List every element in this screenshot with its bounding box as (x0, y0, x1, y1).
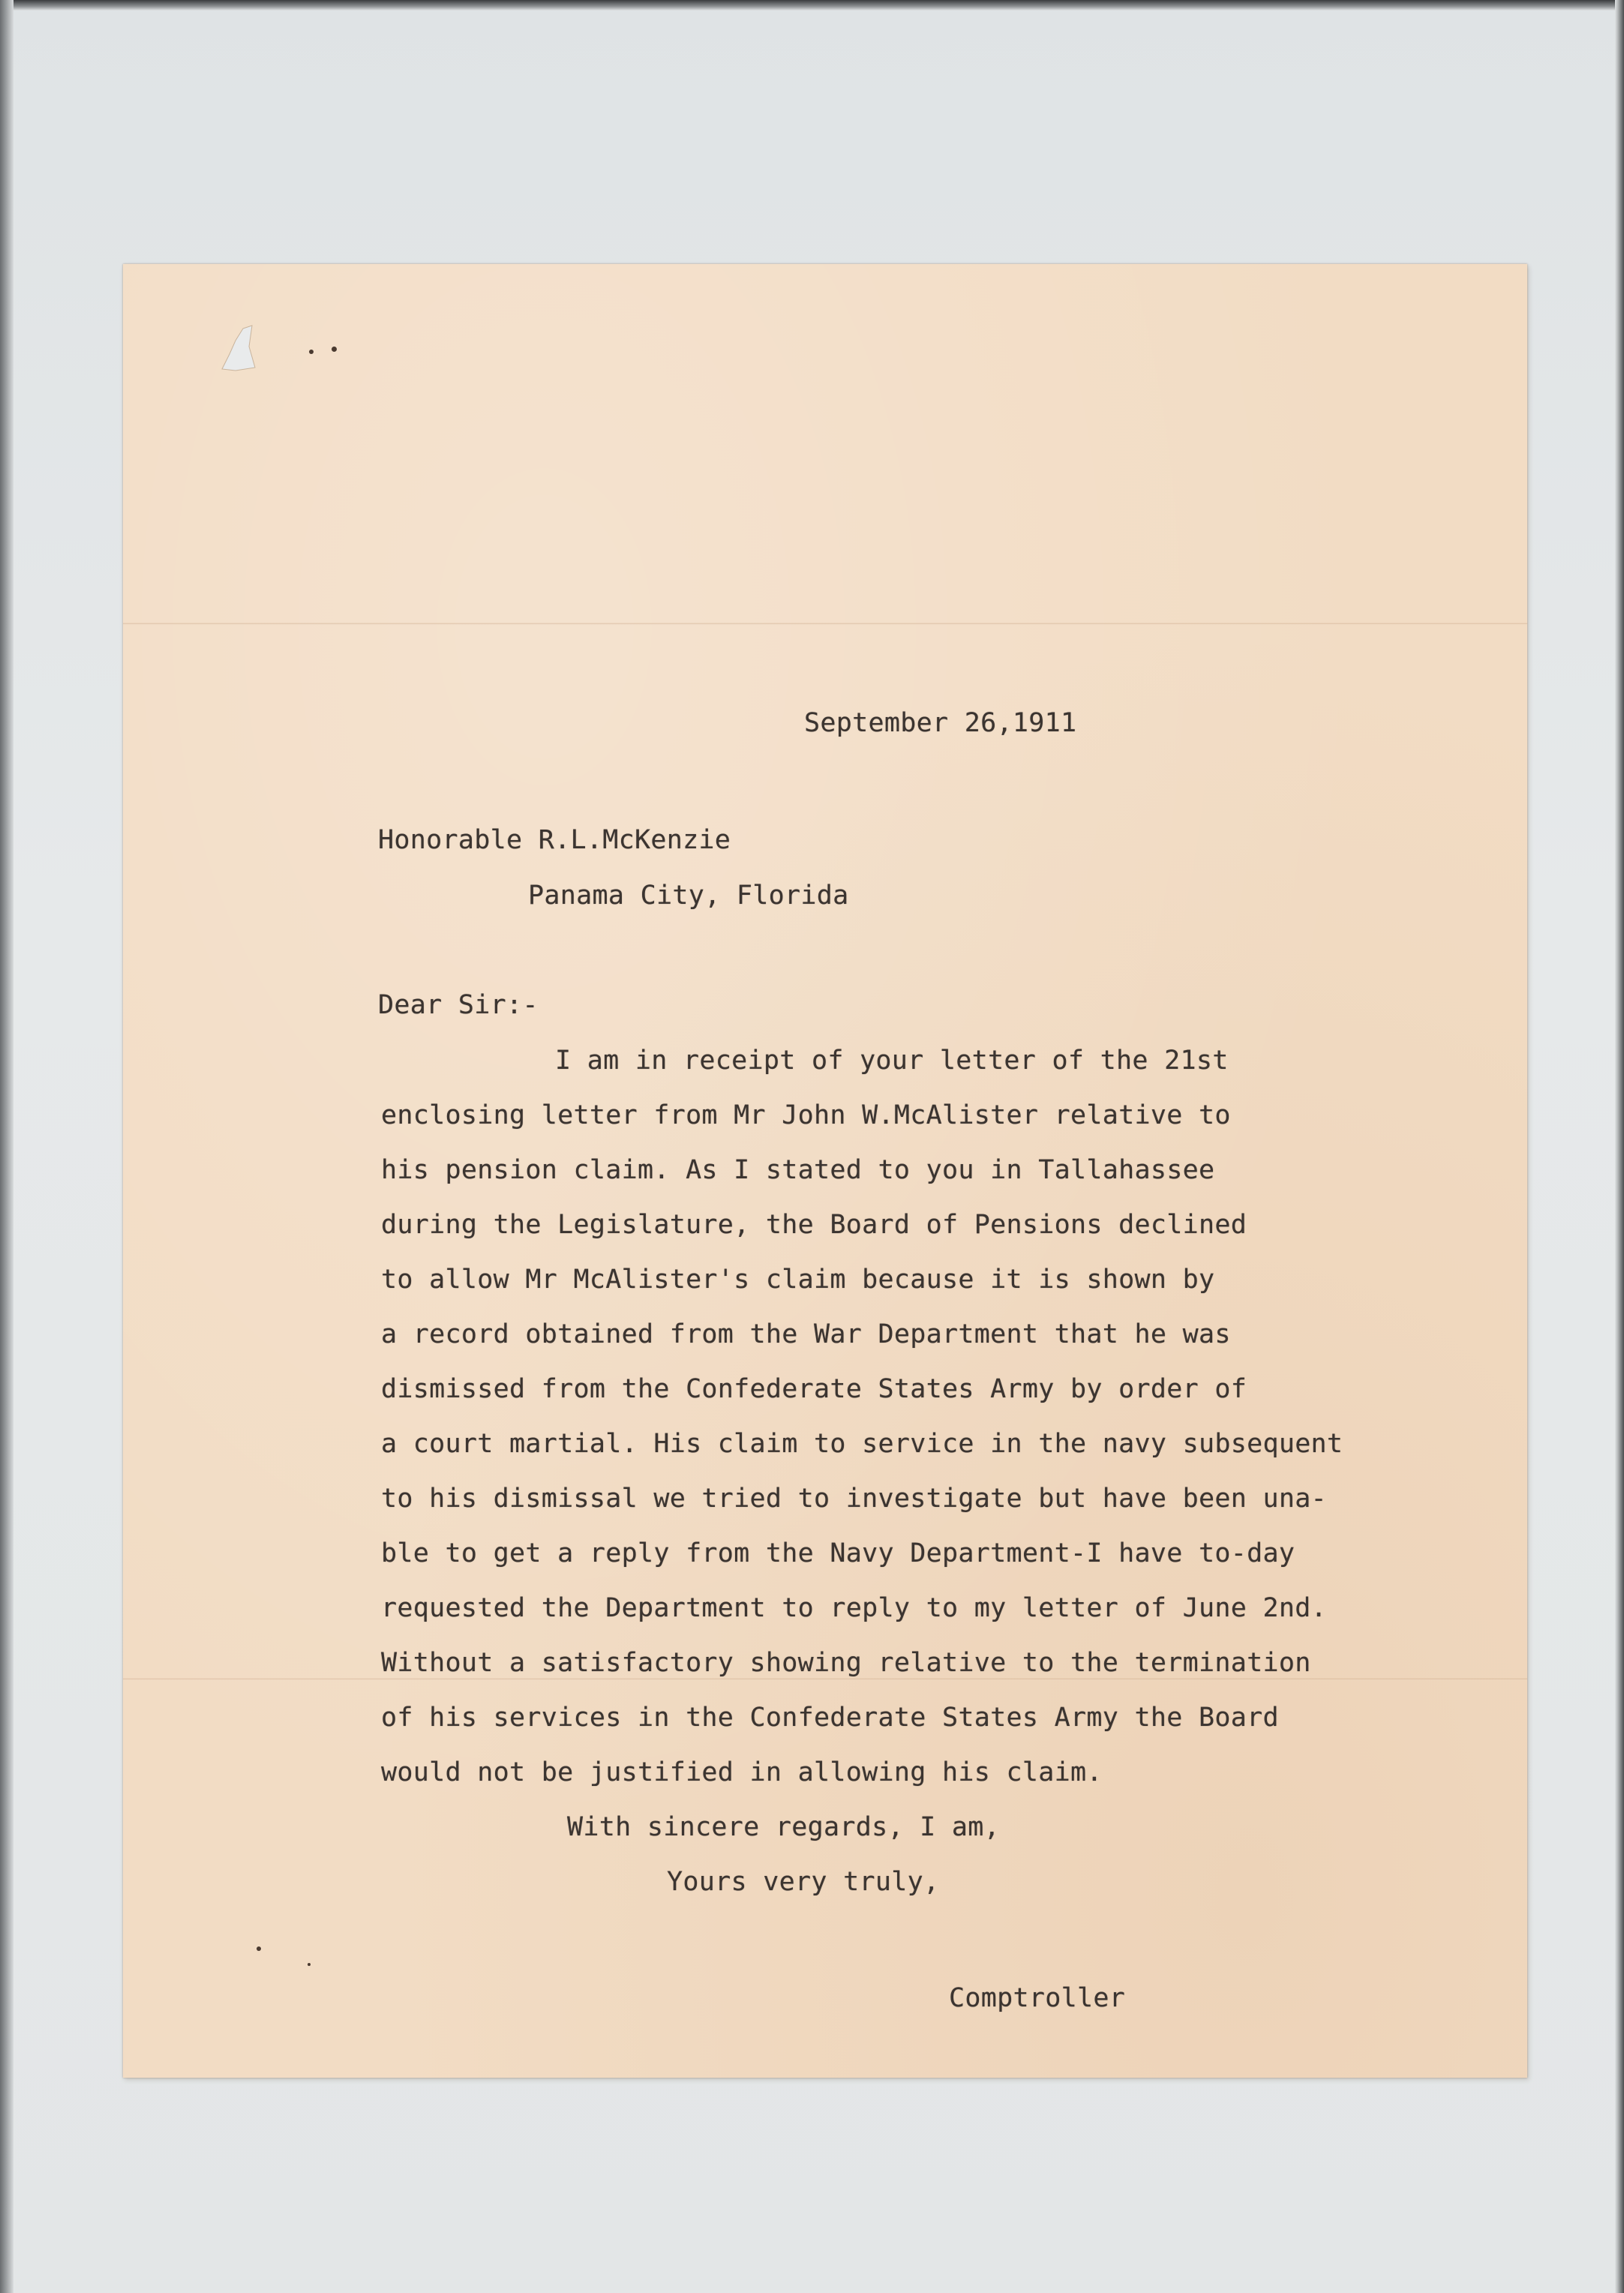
body-line: ble to get a reply from the Navy Department-I have to-day (381, 1538, 1295, 1568)
body-line: dismissed from the Confederate States Army by order of (381, 1374, 1247, 1404)
scanner-left-edge (0, 0, 14, 2293)
scanner-right-edge (1615, 0, 1624, 2293)
paper-fold-line (123, 623, 1527, 625)
body-line: his pension claim. As I stated to you in Tallahassee (381, 1155, 1215, 1185)
paper-fold-line (123, 1678, 1527, 1680)
paper-tear-mark (213, 324, 266, 377)
body-line: requested the Department to reply to my letter of June 2nd. (381, 1593, 1327, 1623)
letter-date: September 26,1911 (804, 708, 1077, 738)
ink-speck (309, 350, 314, 354)
signature-title: Comptroller (949, 1983, 1126, 2013)
letter-sheet (123, 264, 1527, 2078)
addressee-name: Honorable R.L.McKenzie (378, 825, 731, 855)
ink-speck (308, 1963, 311, 1966)
salutation: Dear Sir:- (378, 990, 539, 1020)
regards-line: With sincere regards, I am, (567, 1812, 1001, 1842)
ink-speck (257, 1946, 261, 1951)
ink-speck (332, 347, 337, 352)
body-line: a record obtained from the War Department that he was (381, 1319, 1231, 1349)
body-line: a court martial. His claim to service in the navy subsequent (381, 1429, 1343, 1459)
closing-line: Yours very truly, (667, 1867, 940, 1897)
body-line: to allow Mr McAlister's claim because it is shown by (381, 1265, 1215, 1295)
body-line: during the Legislature, the Board of Pensions declined (381, 1210, 1247, 1240)
body-line: of his services in the Confederate States Army the Board (381, 1703, 1279, 1733)
body-line: would not be justified in allowing his claim. (381, 1757, 1103, 1787)
scanner-top-edge (0, 0, 1624, 11)
body-line: Without a satisfactory showing relative to the termination (381, 1648, 1311, 1678)
body-line: enclosing letter from Mr John W.McAlister relative to (381, 1100, 1231, 1130)
addressee-location: Panama City, Florida (528, 881, 849, 911)
body-line: I am in receipt of your letter of the 21st (555, 1046, 1229, 1076)
body-line: to his dismissal we tried to investigate but have been una- (381, 1484, 1327, 1514)
